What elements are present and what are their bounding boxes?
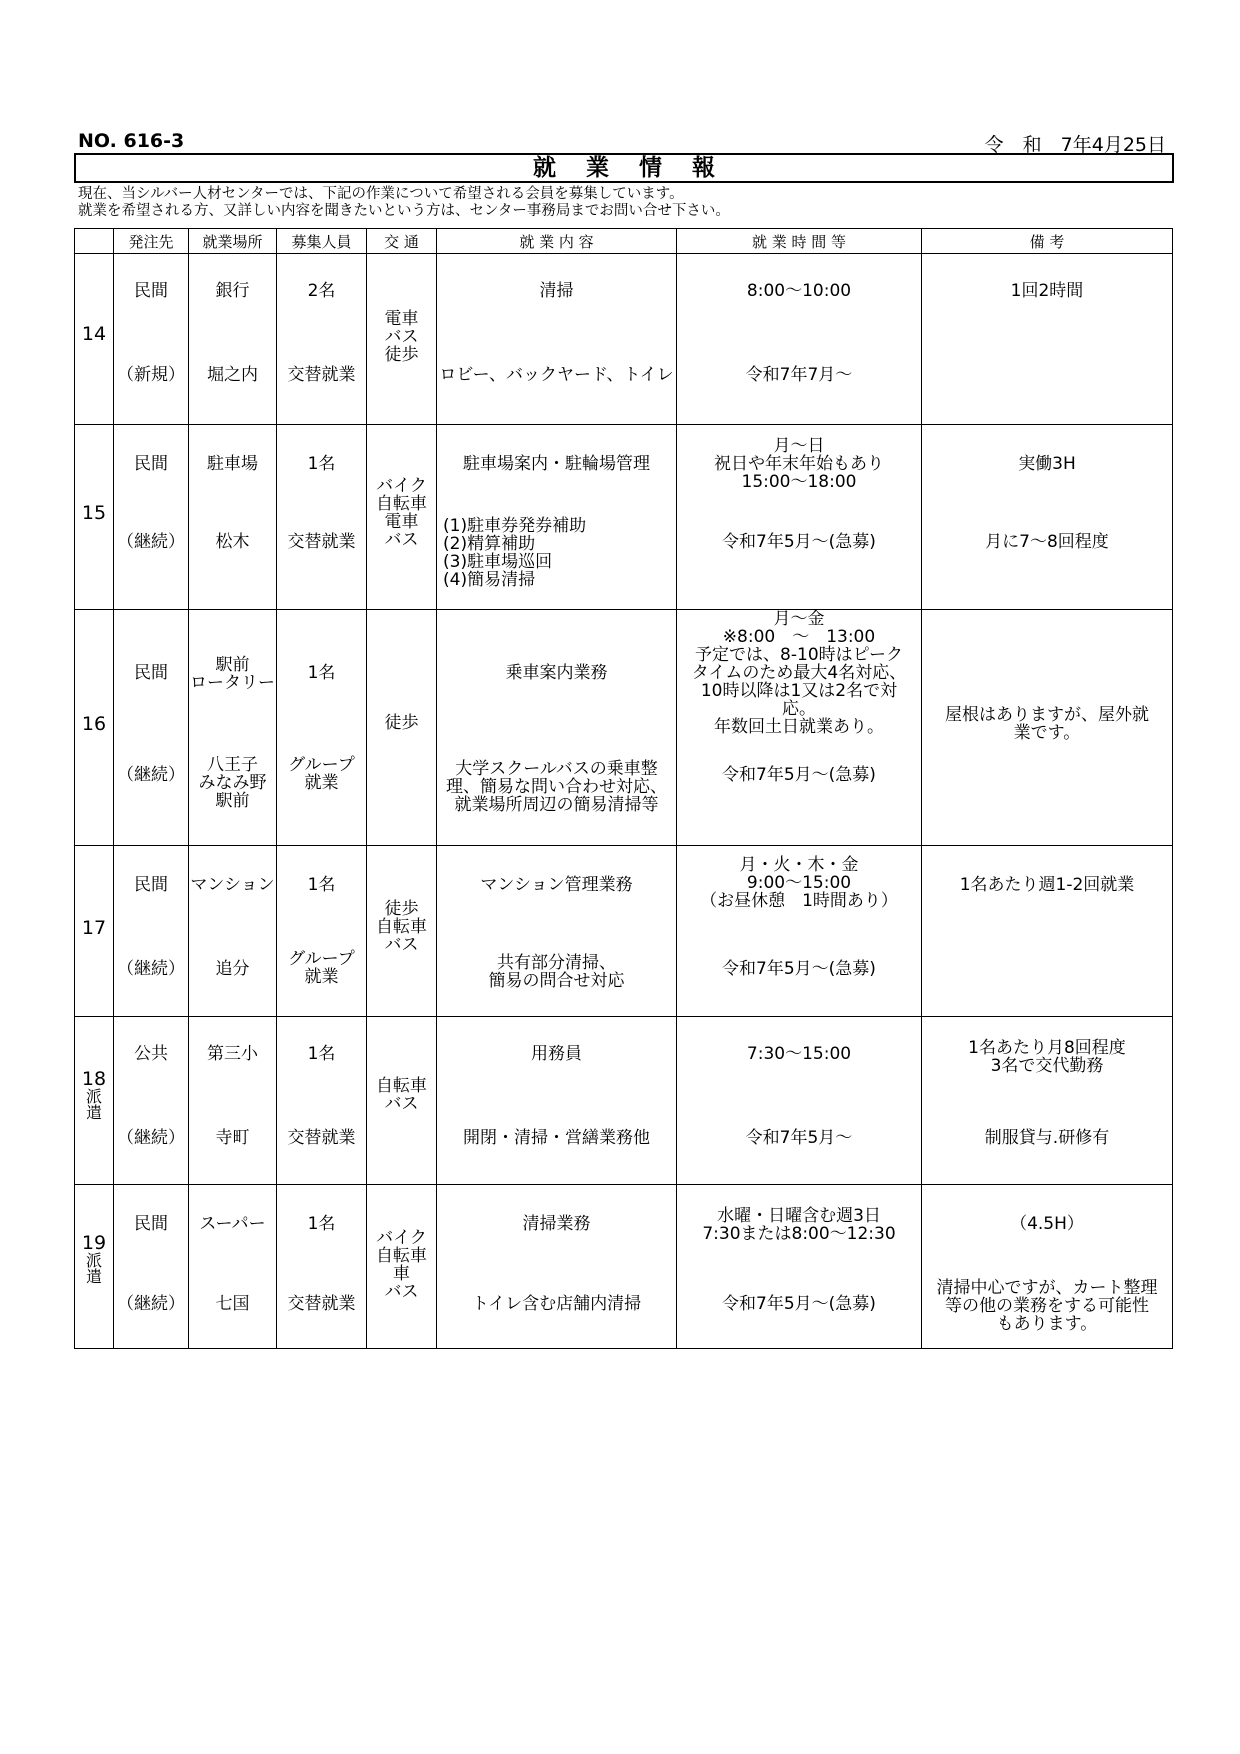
table-row xyxy=(75,425,1173,610)
people-mode: グループ 就業 xyxy=(288,755,355,793)
table-row xyxy=(75,846,1173,1017)
place-type: スーパー xyxy=(199,1214,266,1234)
place-cell xyxy=(189,1017,277,1185)
people-count: 1名 xyxy=(307,454,336,474)
transport-list: 電車 バス 徒歩 xyxy=(384,309,419,365)
client-type: 民間 xyxy=(134,281,168,301)
hours-start: 令和7年5月～(急募) xyxy=(722,959,876,979)
place-type: 第三小 xyxy=(207,1044,258,1064)
place-type: 銀行 xyxy=(215,281,250,301)
transport-list: 自転車 バス xyxy=(376,1076,427,1114)
place-type: 駐車場 xyxy=(207,454,258,474)
transport-list: 徒歩 xyxy=(384,713,419,733)
transport-list: バイク 自転車 電車 バス xyxy=(376,476,427,550)
client-type: 民間 xyxy=(134,1214,168,1234)
people-mode: 交替就業 xyxy=(287,365,356,385)
transport-list: バイク 自転車 車 バス xyxy=(376,1228,427,1302)
remarks-cell xyxy=(922,254,1173,425)
hours-cell xyxy=(677,610,922,846)
content-detail: トイレ含む店舗内清掃 xyxy=(471,1294,642,1314)
client-type: 民間 xyxy=(134,875,168,895)
page-title-box xyxy=(74,153,1174,183)
content-title: マンション管理業務 xyxy=(480,875,633,895)
content-cell xyxy=(437,1185,677,1349)
row-number: 18 xyxy=(81,1068,107,1090)
content-detail: 大学スクールバスの乗車整 理、簡易な問い合わせ対応、 就業場所周辺の簡易清掃等 xyxy=(446,759,667,815)
place-cell xyxy=(189,610,277,846)
client-cell xyxy=(114,1017,189,1185)
people-cell xyxy=(277,254,367,425)
people-mode: 交替就業 xyxy=(287,1294,356,1314)
row-number: 17 xyxy=(81,917,107,939)
people-count: 1名 xyxy=(307,663,336,683)
content-title: 清掃業務 xyxy=(522,1214,591,1234)
remarks-secondary: 月に7～8回程度 xyxy=(985,532,1109,552)
table-row xyxy=(75,254,1173,425)
people-cell xyxy=(277,425,367,610)
client-type: 民間 xyxy=(134,454,168,474)
client-cell xyxy=(114,1185,189,1349)
col-people-header: 募集人員 xyxy=(277,229,367,254)
hours-schedule: 8:00～10:00 xyxy=(746,281,852,301)
intro-line-2: 就業を希望される方、又詳しい内容を聞きたいという方は、センター事務局までお問い合せ下さい。 xyxy=(78,203,730,219)
table-row xyxy=(75,610,1173,846)
col-content-header: 就 業 内 容 xyxy=(437,229,677,254)
place-cell xyxy=(189,1185,277,1349)
transport-list: 徒歩 自転車 バス xyxy=(376,899,427,955)
client-cell xyxy=(114,610,189,846)
people-count: 1名 xyxy=(307,1214,336,1234)
client-type: 公共 xyxy=(134,1044,168,1064)
hours-cell xyxy=(677,254,922,425)
client-cell xyxy=(114,846,189,1017)
remarks-primary: 1回2時間 xyxy=(1010,281,1084,301)
content-title: 駐車場案内・駐輪場管理 xyxy=(463,454,650,474)
remarks-cell xyxy=(922,1185,1173,1349)
client-cell xyxy=(114,425,189,610)
remarks-primary: 1名あたり週1-2回就業 xyxy=(959,875,1135,895)
hours-start: 令和7年5月～(急募) xyxy=(722,1294,876,1314)
people-mode: 交替就業 xyxy=(287,532,356,552)
transport-cell xyxy=(367,610,437,846)
col-place-header: 就業場所 xyxy=(189,229,277,254)
page-title: 就業情報 xyxy=(533,155,745,181)
hours-start: 令和7年5月～(急募) xyxy=(722,532,876,552)
content-detail: 開閉・清掃・営繕業務他 xyxy=(463,1128,650,1148)
place-location: 追分 xyxy=(215,959,250,979)
hours-schedule: 7:30～15:00 xyxy=(746,1044,852,1064)
remarks-cell xyxy=(922,1017,1173,1185)
row-number-cell xyxy=(75,425,114,610)
remarks-primary: 屋根はありますが、屋外就 業です。 xyxy=(945,705,1149,743)
hours-schedule: 水曜・日曜含む週3日 7:30または8:00～12:30 xyxy=(702,1206,896,1244)
place-location: 松木 xyxy=(215,532,250,552)
client-status: （継続） xyxy=(117,959,185,979)
transport-cell xyxy=(367,1185,437,1349)
content-cell xyxy=(437,846,677,1017)
client-type: 民間 xyxy=(134,663,168,683)
hours-start: 令和7年5月～(急募) xyxy=(722,765,876,785)
transport-cell xyxy=(367,1017,437,1185)
people-count: 1名 xyxy=(307,1044,336,1064)
hours-schedule: 月～金 ※8:00 ～ 13:00 予定では、8-10時はピーク タイムのため最大4名対応、 10時以降は1又は2名で対 応。 年数回土日就業あり。 xyxy=(691,609,907,737)
row-number-cell xyxy=(75,1185,114,1349)
content-title: 清掃 xyxy=(539,281,574,301)
hours-cell xyxy=(677,1185,922,1349)
row-number-cell xyxy=(75,610,114,846)
people-cell xyxy=(277,846,367,1017)
transport-cell xyxy=(367,254,437,425)
intro-text xyxy=(78,186,730,220)
place-location: 八王子 みなみ野 駅前 xyxy=(198,755,267,811)
place-type: マンション xyxy=(190,875,275,895)
content-title: 用務員 xyxy=(531,1044,582,1064)
remarks-cell xyxy=(922,846,1173,1017)
people-count: 1名 xyxy=(307,875,336,895)
people-count: 2名 xyxy=(307,281,336,301)
remarks-primary: 1名あたり月8回程度 3名で交代勤務 xyxy=(968,1038,1126,1076)
content-cell xyxy=(437,610,677,846)
client-status: （継続） xyxy=(117,1294,185,1314)
place-location: 寺町 xyxy=(215,1128,250,1148)
hours-cell xyxy=(677,1017,922,1185)
remarks-cell xyxy=(922,425,1173,610)
hours-schedule: 月・火・木・金 9:00～15:00 （お昼休憩 1時間あり） xyxy=(700,855,898,911)
content-detail: 共有部分清掃、 簡易の問合せ対応 xyxy=(488,953,625,991)
row-number: 16 xyxy=(81,713,107,735)
col-transport-header: 交 通 xyxy=(367,229,437,254)
hours-cell xyxy=(677,846,922,1017)
row-number-cell xyxy=(75,254,114,425)
table-row xyxy=(75,1017,1173,1185)
row-number-cell xyxy=(75,846,114,1017)
people-cell xyxy=(277,610,367,846)
row-number-cell xyxy=(75,1017,114,1185)
hours-cell xyxy=(677,425,922,610)
row-number: 15 xyxy=(81,502,107,524)
client-status: （新規） xyxy=(117,365,185,385)
client-status: （継続） xyxy=(117,532,185,552)
content-title: 乗車案内業務 xyxy=(505,663,608,683)
col-hours-header: 就 業 時 間 等 xyxy=(677,229,922,254)
hours-start: 令和7年5月～ xyxy=(745,1128,853,1148)
row-number: 19 xyxy=(81,1232,107,1254)
remarks-secondary: 制服貸与.研修有 xyxy=(984,1128,1110,1148)
place-location: 堀之内 xyxy=(207,365,258,385)
content-detail: ロビー、バックヤード、トイレ xyxy=(439,365,674,385)
table-header-row xyxy=(75,229,1173,254)
place-cell xyxy=(189,425,277,610)
people-mode: 交替就業 xyxy=(287,1128,356,1148)
remarks-secondary: 清掃中心ですが、カート整理 等の他の業務をする可能性 もあります。 xyxy=(936,1278,1158,1334)
remarks-cell xyxy=(922,610,1173,846)
table-row xyxy=(75,1185,1173,1349)
intro-line-1: 現在、当シルバー人材センターでは、下記の作業について希望される会員を募集しています。 xyxy=(78,186,684,202)
hours-start: 令和7年7月～ xyxy=(745,365,853,385)
row-number-sub: 派 遣 xyxy=(85,1087,102,1122)
remarks-primary: 実働3H xyxy=(1018,454,1076,474)
row-number: 14 xyxy=(81,323,107,345)
col-num-header xyxy=(75,229,114,254)
row-number-sub: 派 遣 xyxy=(85,1251,102,1286)
content-cell xyxy=(437,254,677,425)
document-date: 令 和 7年4月25日 xyxy=(984,134,1166,156)
transport-cell xyxy=(367,425,437,610)
people-cell xyxy=(277,1185,367,1349)
content-detail: (1)駐車券発券補助 (2)精算補助 (3)駐車場巡回 (4)簡易清掃 xyxy=(443,516,587,590)
content-cell xyxy=(437,425,677,610)
place-type: 駅前 ロータリー xyxy=(190,655,275,693)
remarks-primary: （4.5H） xyxy=(1010,1214,1084,1234)
content-cell xyxy=(437,1017,677,1185)
col-remarks-header: 備 考 xyxy=(922,229,1173,254)
people-cell xyxy=(277,1017,367,1185)
transport-cell xyxy=(367,846,437,1017)
col-client-header: 発注先 xyxy=(114,229,189,254)
hours-schedule: 月～日 祝日や年末年始もあり 15:00～18:00 xyxy=(714,436,884,492)
client-status: （継続） xyxy=(117,765,185,785)
place-location: 七国 xyxy=(215,1294,250,1314)
place-cell xyxy=(189,846,277,1017)
people-mode: グループ 就業 xyxy=(288,949,355,987)
client-status: （継続） xyxy=(117,1128,185,1148)
document-number: NO. 616-3 xyxy=(78,130,185,152)
jobs-table xyxy=(74,228,1173,1349)
client-cell xyxy=(114,254,189,425)
place-cell xyxy=(189,254,277,425)
